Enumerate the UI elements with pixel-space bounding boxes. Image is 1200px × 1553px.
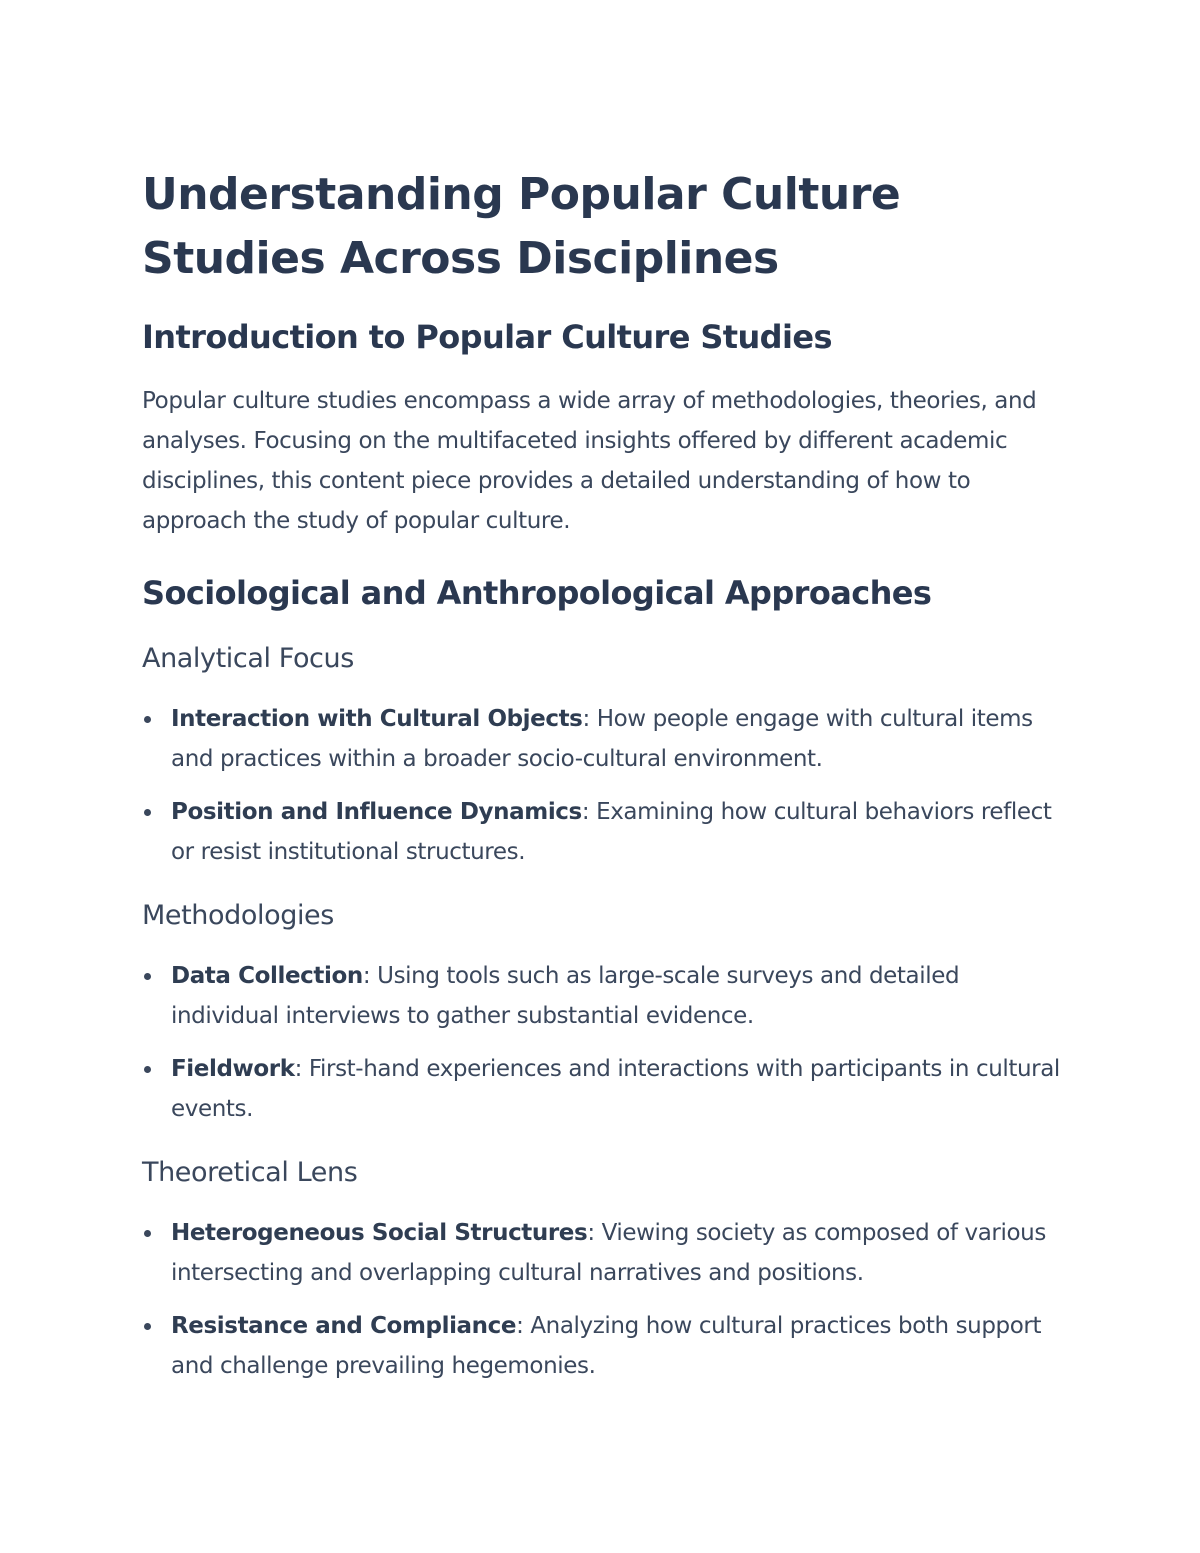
bullet-icon bbox=[144, 1066, 151, 1073]
list-item-text: : Using tools such as large-scale surveys and detailed individual interviews to gather substantial evidence. bbox=[171, 963, 960, 1029]
methodologies-heading: Methodologies bbox=[142, 900, 334, 931]
list-item bbox=[142, 1049, 1062, 1129]
bullet-icon bbox=[144, 809, 151, 816]
list-item bbox=[142, 956, 1062, 1036]
methodologies-list bbox=[142, 956, 1062, 1129]
list-item-text: : Analyzing how cultural practices both support and challenge prevailing hegemonies. bbox=[171, 1313, 1042, 1379]
list-item-text: : Viewing society as composed of various intersecting and overlapping cultural narratives and positions. bbox=[171, 1220, 1046, 1286]
list-item-term: Interaction with Cultural Objects bbox=[171, 706, 583, 732]
theoretical-lens-list bbox=[142, 1213, 1062, 1386]
list-item-text: : First-hand experiences and interactions with participants in cultural events. bbox=[171, 1056, 1060, 1122]
bullet-icon bbox=[144, 1323, 151, 1330]
list-item-term: Fieldwork bbox=[171, 1056, 295, 1082]
analytical-focus-list bbox=[142, 699, 1062, 872]
list-item-term: Resistance and Compliance bbox=[171, 1313, 517, 1339]
list-item-text: : Examining how cultural behaviors reflect or resist institutional structures. bbox=[171, 799, 1052, 865]
list-item bbox=[142, 792, 1062, 872]
analytical-focus-heading: Analytical Focus bbox=[142, 643, 354, 674]
list-item-term: Heterogeneous Social Structures bbox=[171, 1220, 588, 1246]
page-title: Understanding Popular Culture Studies Across Disciplines bbox=[142, 169, 901, 284]
list-item-text: : How people engage with cultural items and practices within a broader socio-cultural environment. bbox=[171, 706, 1033, 772]
list-item bbox=[142, 699, 1062, 779]
intro-heading: Introduction to Popular Culture Studies bbox=[142, 318, 832, 356]
list-item-term: Data Collection bbox=[171, 963, 363, 989]
bullet-icon bbox=[144, 716, 151, 723]
document-page bbox=[142, 163, 1062, 1386]
theoretical-lens-heading: Theoretical Lens bbox=[142, 1157, 358, 1188]
bullet-icon bbox=[144, 1230, 151, 1237]
list-item bbox=[142, 1306, 1062, 1386]
bullet-icon bbox=[144, 973, 151, 980]
list-item bbox=[142, 1213, 1062, 1293]
intro-paragraph: Popular culture studies encompass a wide array of methodologies, theories, and analyses. Focusing on the multifaceted insights offered by different academic disciplines, this content piece provides a detailed understanding of how to approach the study of popular culture. bbox=[142, 388, 1037, 534]
list-item-term: Position and Influence Dynamics bbox=[171, 799, 582, 825]
sociological-heading: Sociological and Anthropological Approaches bbox=[142, 574, 932, 612]
